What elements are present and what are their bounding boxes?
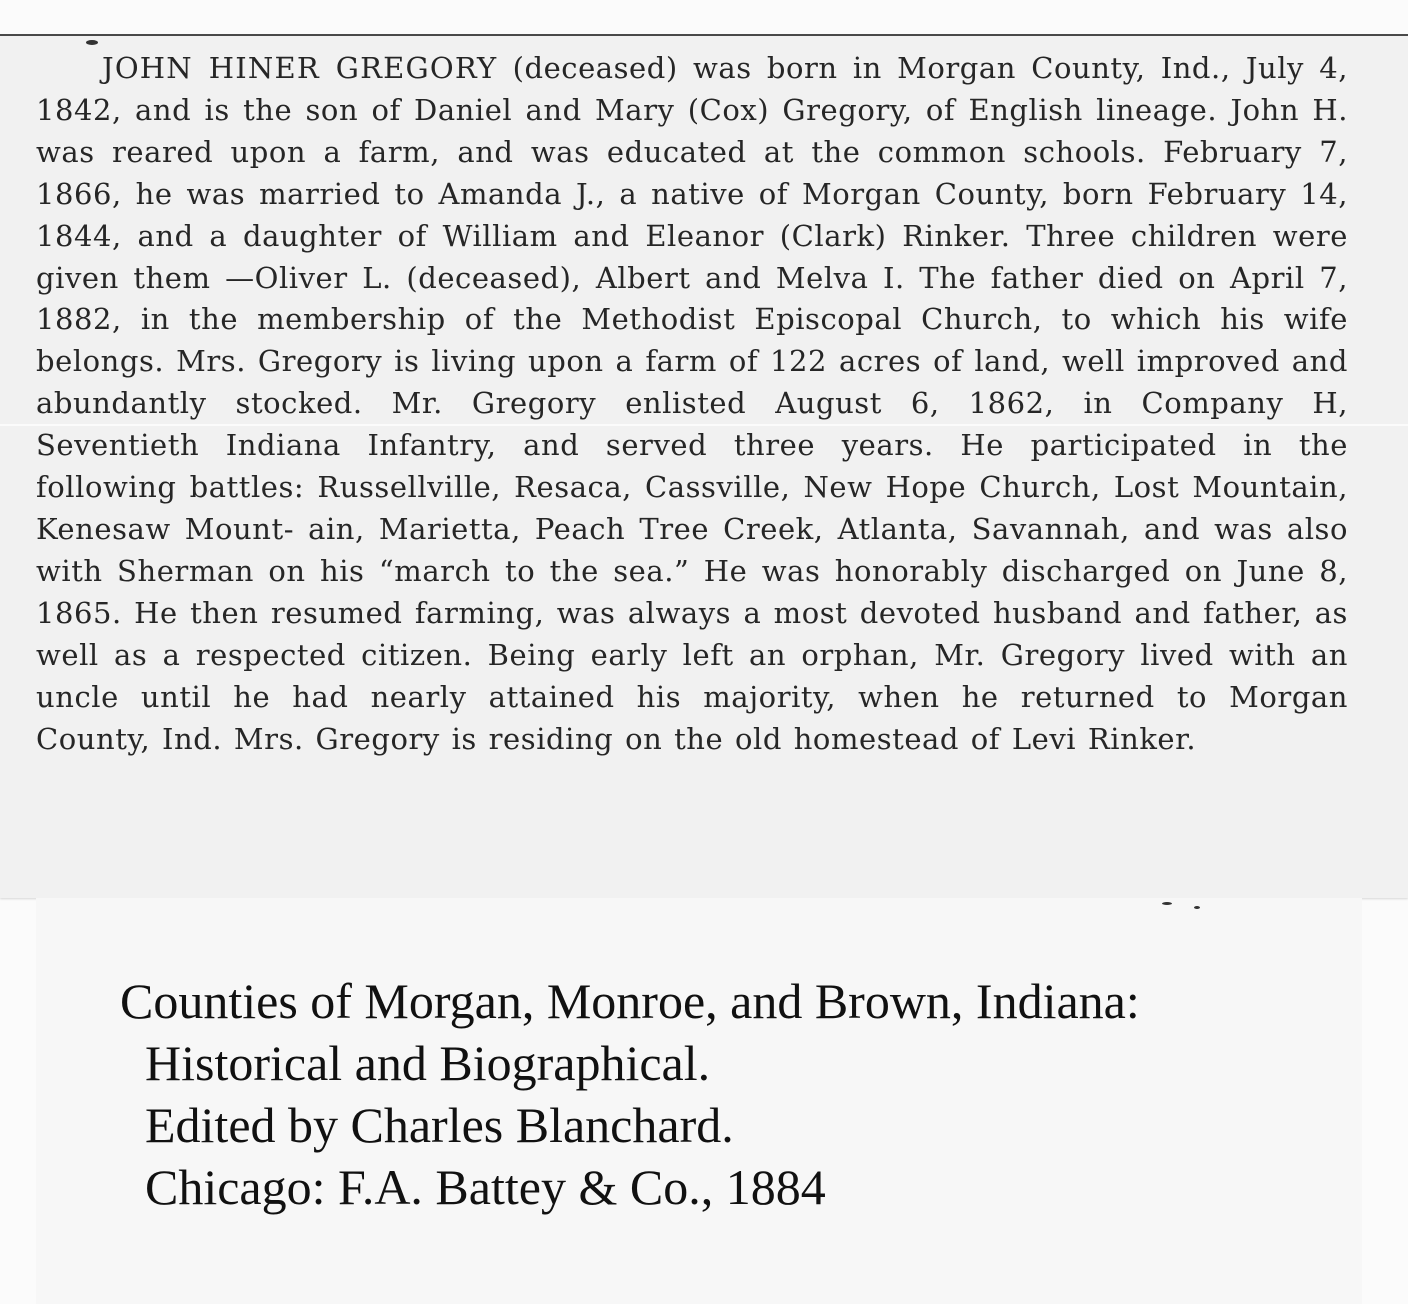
source-citation — [120, 970, 1380, 1218]
biography-text: (deceased) was born in Morgan County, Ind., July 4, 1842, and is the son of Daniel and Mary (Cox) Gregory, of English lineage. John H. was reared upon a farm, and was educated at the common schools. February 7, 1866, he was married to Amanda J., a native of Morgan County, born February 14, 1844, and a daughter of William and Eleanor (Clark) Rinker. Three children were given them —Oliver L. (deceased), Albert and Melva I. The father died on April 7, 1882, in the membership of the Methodist Episcopal Church, to which his wife belongs. Mrs. Gregory is living upon a farm of 122 acres of land, well improved and abundantly stocked. Mr. Gregory enlisted August 6, 1862, in Company H, Seventieth Indiana Infantry, and served three years. He participated in the following battles: Russellville, Resaca, Cassville, New Hope Church, Lost Mountain, Kenesaw Mount- ain, Marietta, Peach Tree Creek, Atlanta, Savannah, and was also with Sherman on his “march to the sea.” He was honorably discharged on June 8, 1865. He then resumed farming, was always a most devoted husband and father, as well as a respected citizen. Being early left an orphan, Mr. Gregory lived with an uncle until he had nearly attained his majority, when he returned to Morgan County, Ind. Mrs. Gregory is residing on the old homestead of Levi Rinker. — [36, 51, 1348, 756]
citation-subtitle: Historical and Biographical. — [145, 1035, 711, 1091]
citation-publisher: Chicago: F.A. Battey & Co., 1884 — [145, 1159, 826, 1215]
scan-speck — [1194, 906, 1200, 909]
biography-name: JOHN HINER GREGORY — [102, 51, 498, 85]
citation-title: Counties of Morgan, Monroe, and Brown, Indiana: — [120, 973, 1140, 1029]
scan-speck — [86, 40, 98, 45]
scan-speck — [1162, 902, 1172, 905]
citation-editor: Edited by Charles Blanchard. — [145, 1097, 734, 1153]
biography-entry — [36, 48, 1348, 760]
